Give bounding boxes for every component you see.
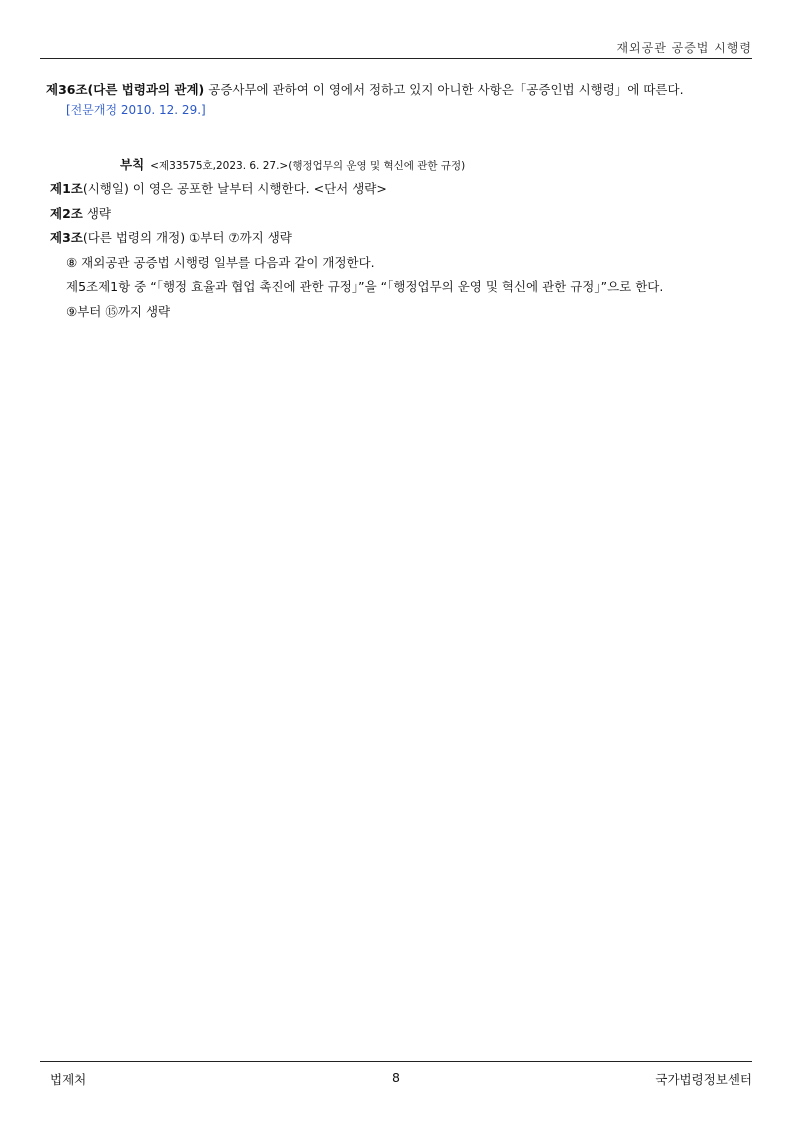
addenda-article-text: (다른 법령의 개정) ①부터 ⑦까지 생략 xyxy=(82,230,292,245)
addenda-article-text: (시행일) 이 영은 공포한 날부터 시행한다. <단서 생략> xyxy=(82,181,387,196)
addenda-label: 부칙 xyxy=(120,157,145,172)
page-header xyxy=(40,38,752,59)
footer-publisher: 국가법령정보센터 xyxy=(655,1072,752,1087)
page-number: 8 xyxy=(392,1070,400,1085)
addenda-article-text: 생략 xyxy=(82,205,111,221)
page-footer xyxy=(40,1061,752,1092)
document-body xyxy=(46,80,752,324)
addenda-article-heading: 제2조 xyxy=(50,205,83,221)
article-36 xyxy=(46,80,752,100)
article-heading: 제36조(다른 법령과의 관계) xyxy=(46,82,205,97)
amendment-detail: 제5조제1항 중 “「행정 효율과 협업 촉진에 관한 규정」”을 “「행정업무의 운영 및 혁신에 관한 규정」”으로 한다. xyxy=(66,279,664,294)
amendment-note: [전문개정 2010. 12. 29.] xyxy=(66,103,206,117)
addenda-article-3 xyxy=(50,226,752,251)
amendment-items-omitted: ⑨부터 ⑮까지 생략 xyxy=(66,303,171,319)
addenda-article-heading: 제3조 xyxy=(50,230,83,245)
addenda-section xyxy=(46,154,752,324)
addenda-title xyxy=(120,154,752,177)
addenda-article-2 xyxy=(50,202,752,227)
addenda-article-1 xyxy=(50,177,752,202)
addenda-article-heading: 제1조 xyxy=(50,181,83,196)
footer-source: 법제처 xyxy=(50,1072,87,1087)
addenda-meta: <제33575호,2023. 6. 27.>(행정업무의 운영 및 혁신에 관한 규정) xyxy=(150,160,466,172)
document-title: 재외공관 공증법 시행령 xyxy=(616,41,752,55)
article-text: 공증사무에 관하여 이 영에서 정하고 있지 아니한 사항은「공증인법 시행령」에 따른다. xyxy=(204,82,684,97)
amendment-item-8: ⑧ 재외공관 공증법 시행령 일부를 다음과 같이 개정한다. xyxy=(66,254,375,270)
